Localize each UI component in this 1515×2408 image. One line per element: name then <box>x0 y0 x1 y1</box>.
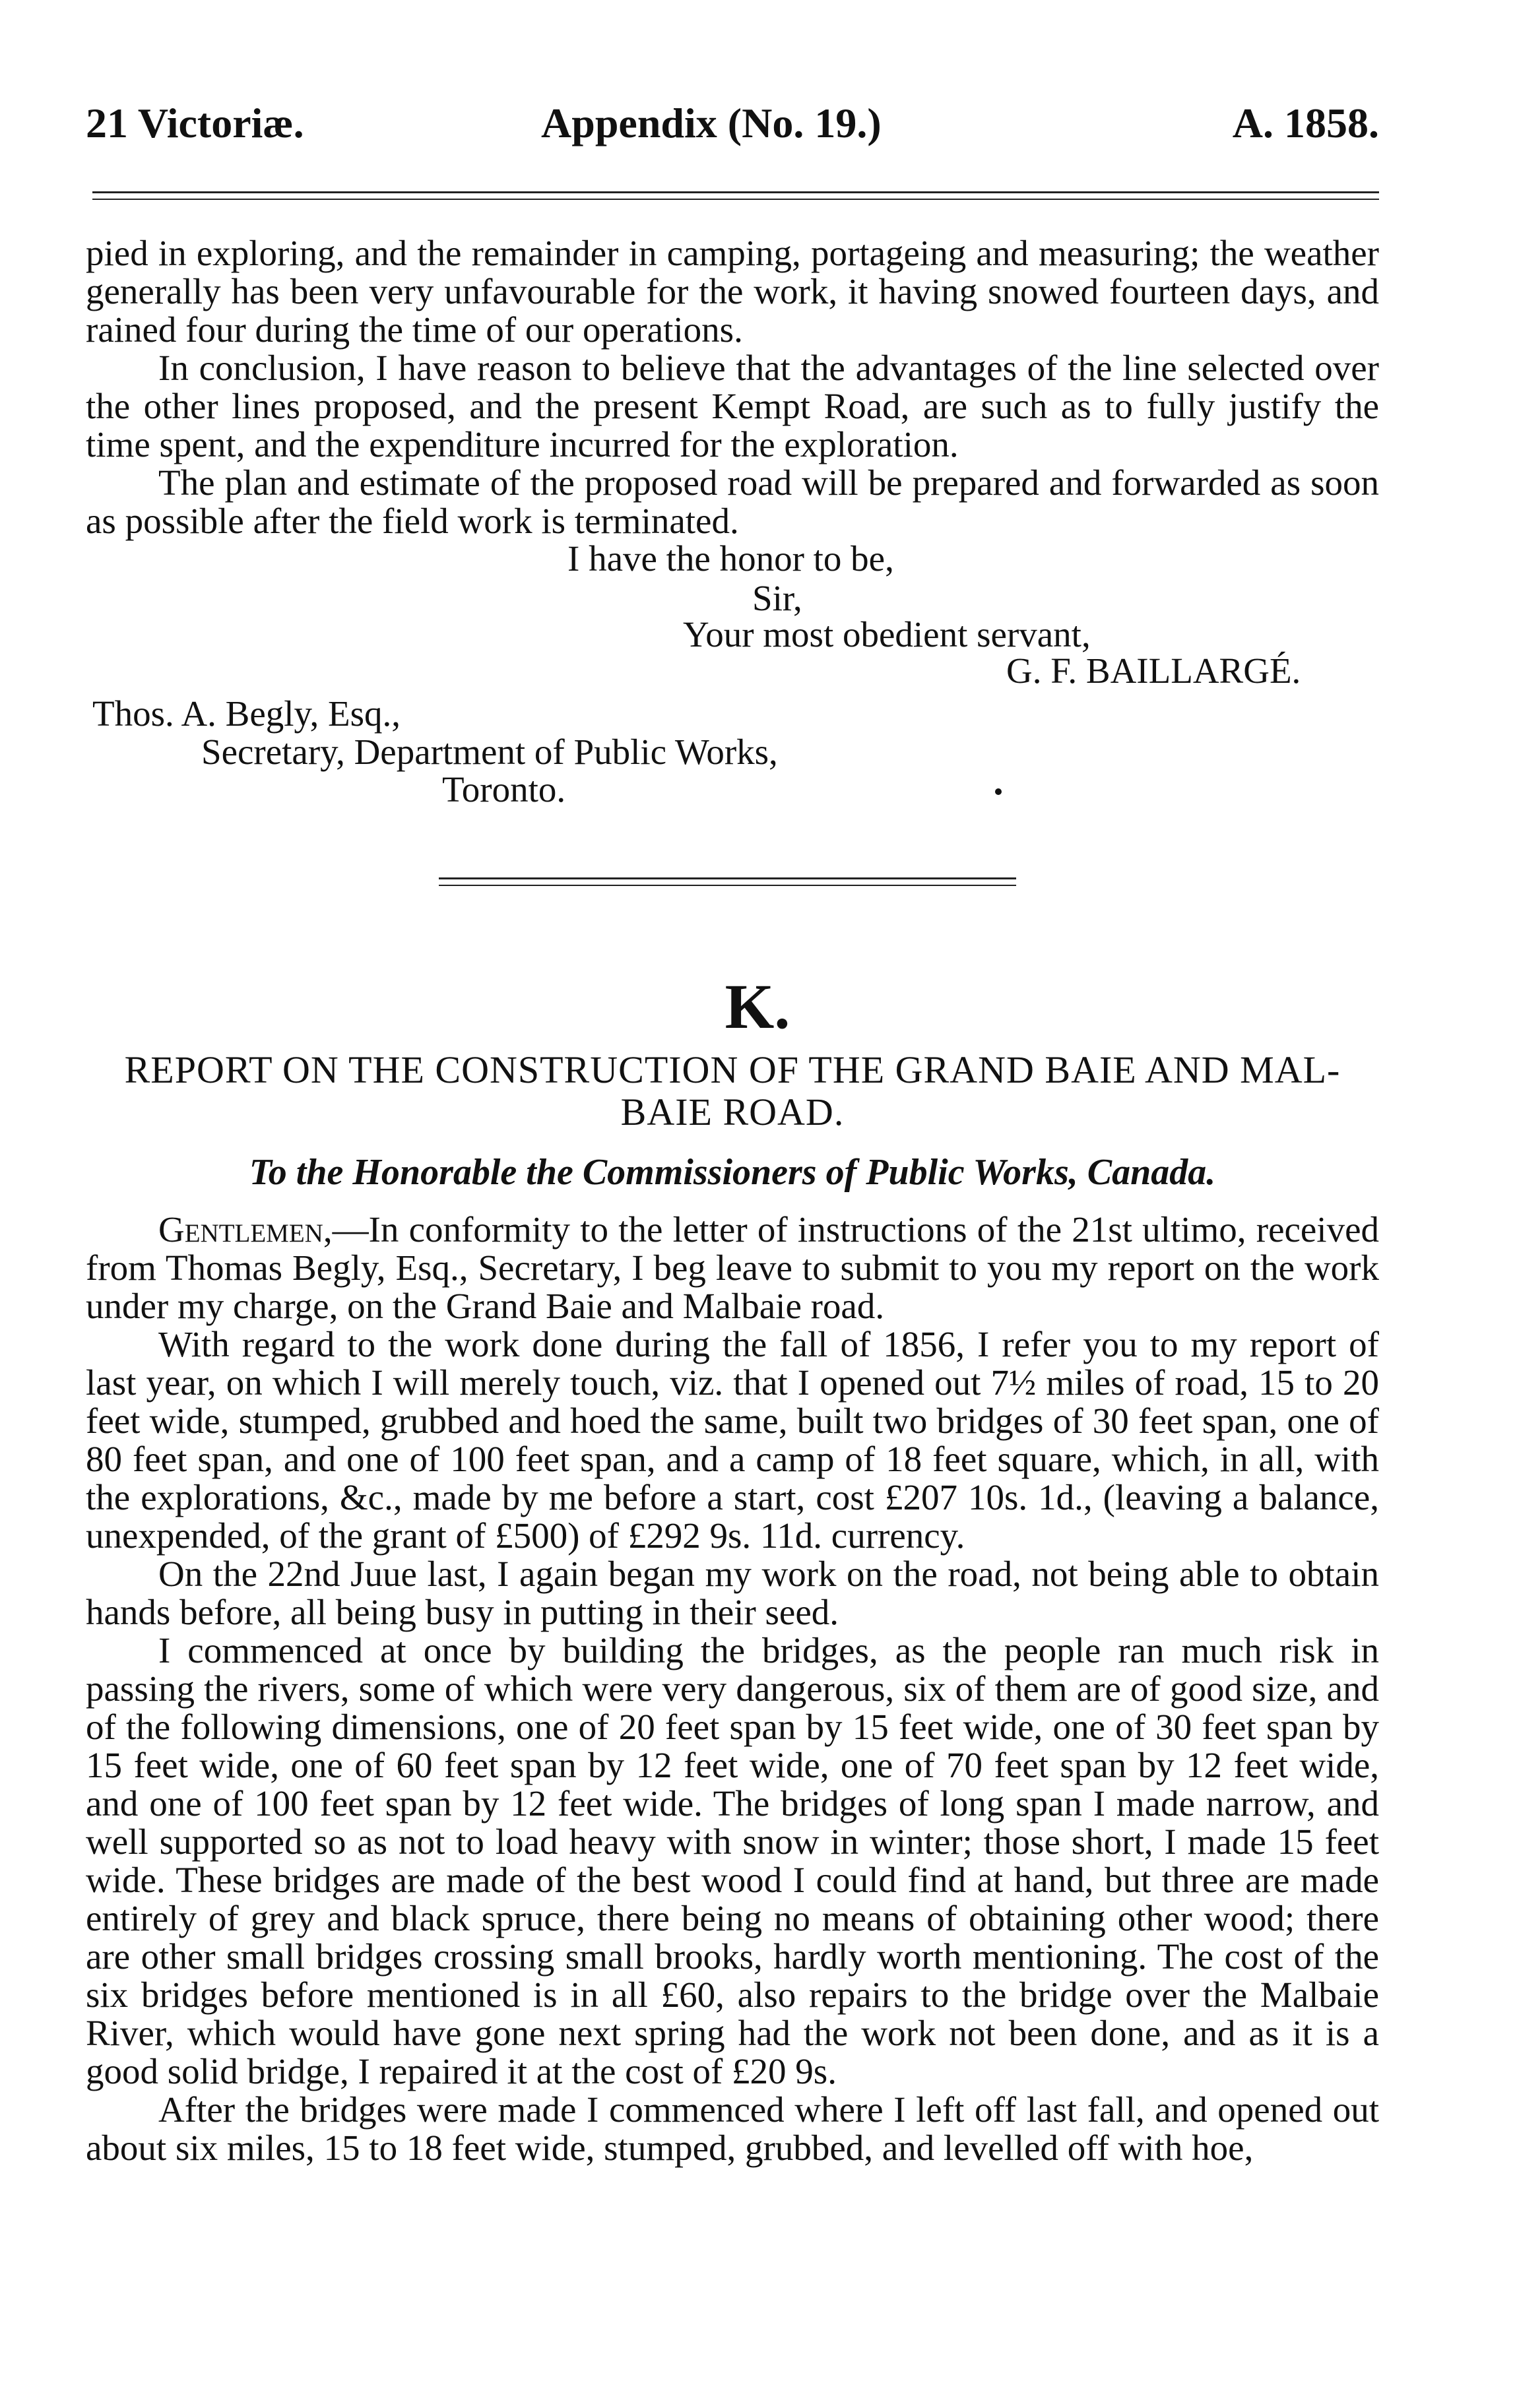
addressee-title: Secretary, Department of Public Works, <box>201 732 778 772</box>
report-title-line: REPORT ON THE CONSTRUCTION OF THE GRAND BAIE AND MAL- <box>124 1048 1341 1091</box>
addressee-name: Thos. A. Begly, Esq., <box>92 693 401 734</box>
report-title-line: BAIE ROAD. <box>620 1091 845 1133</box>
header-year: A. 1858. <box>1232 100 1379 146</box>
report-address: To the Honorable the Commissioners of Public Works, Canada. <box>249 1152 1216 1193</box>
report-paragraph <box>86 1211 1379 1325</box>
letter-body <box>86 234 1379 540</box>
closing-line: Your most obedient servant, <box>683 614 1091 654</box>
header-appendix: Appendix (No. 19.) <box>541 100 882 146</box>
report-paragraph: After the bridges were made I commenced where I left off last fall, and opened out about six miles, 15 to 18 feet wide, stumped, grubbed, and levelled off with hoe, <box>86 2089 1379 2168</box>
letter-paragraph: The plan and estimate of the proposed road will be prepared and forwarded as soon as possible after the field work is terminated. <box>86 462 1379 541</box>
report-paragraph: With regard to the work done during the fall of 1856, I refer you to my report of last year, on which I will merely touch, viz. that I opened out 7½ miles of road, 15 to 20 feet wide, stumped, grubbed and hoed the same, built two bridges of 30 feet span, one of 80 feet span, and one of 100 feet span, and a camp of 18 feet square, which, in all, with the explorations, &c., made by me before a start, cost £207 10s. 1d., (leaving a balance, unexpended, of the grant of £500) of £292 9s. 11d. currency. <box>86 1324 1379 1556</box>
report-paragraph-text: —In conformity to the letter of instructions of the 21st ultimo, received from Thomas Begly, Esq., Secretary, I beg leave to submit to you my report on the work under my charge, on the Grand Baie and Malbaie road. <box>86 1209 1379 1326</box>
letter-paragraph: pied in exploring, and the remainder in camping, portageing and measuring; the weather generally has been very unfavourable for the work, it having snowed fourteen days, and rained four during the time of our operations. <box>86 233 1379 350</box>
header-session: 21 Victoriæ. <box>86 100 304 146</box>
section-letter: K. <box>725 971 790 1042</box>
addressee-place: Toronto. <box>442 769 566 809</box>
header-rule <box>92 191 1379 200</box>
closing-line: I have the honor to be, <box>567 538 894 579</box>
letter-paragraph: In conclusion, I have reason to believe that the advantages of the line selected over the other lines proposed, and the present Kempt Road, are such as to fully justify the time spent, and the expenditure incurred for the exploration. <box>86 348 1379 464</box>
closing-salutation: Sir, <box>752 578 802 618</box>
section-rule <box>439 877 1016 886</box>
report-body <box>86 1211 1379 2167</box>
ink-dot <box>995 788 1002 795</box>
salutation: Gentlemen, <box>158 1209 333 1250</box>
report-paragraph: On the 22nd Juue last, I again began my work on the road, not being able to obtain hands before, all being busy in putting in their seed. <box>86 1554 1379 1632</box>
report-title <box>86 1049 1379 1133</box>
report-paragraph: I commenced at once by building the bridges, as the people ran much risk in passing the rivers, some of which were very dangerous, six of them are of good size, and of the following dimensions, one of 20 feet span by 15 feet wide, one of 30 feet span by 15 feet wide, one of 60 feet span by 12 feet wide, one of 70 feet span by 12 feet wide, and one of 100 feet span by 12 feet wide. The bridges of long span I made narrow, and well supported so as not to load heavy with snow in winter; those short, I made 15 feet wide. These bridges are made of the best wood I could find at hand, but three are made entirely of grey and black spruce, there being no means of obtaining other wood; there are other small bridges crossing small brooks, hardly worth mentioning. The cost of the six bridges before mentioned is in all £60, also repairs to the bridge over the Malbaie River, which would have gone next spring had the work not been done, and as it is a good solid bridge, I repaired it at the cost of £20 9s. <box>86 1630 1379 2091</box>
signature: G. F. BAILLARGÉ. <box>1006 650 1301 691</box>
running-head <box>86 99 1379 152</box>
